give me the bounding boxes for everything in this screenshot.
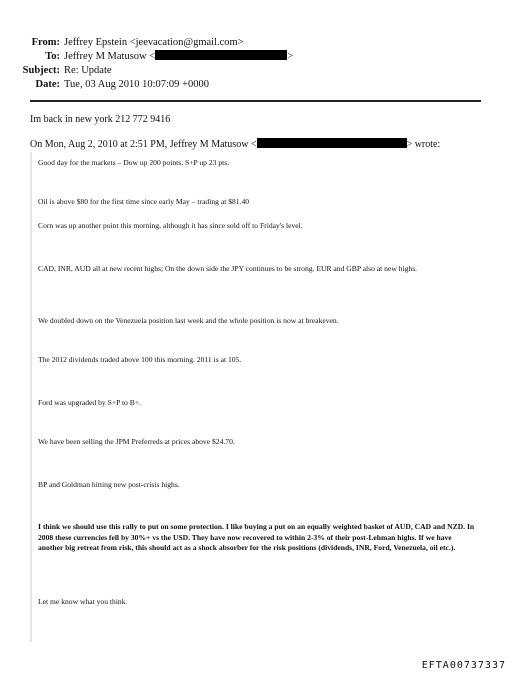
subject-value: Re: Update <box>64 65 112 76</box>
reply-text: Im back in new york 212 772 9416 <box>30 114 171 125</box>
quoted-paragraph: Oil is above $80 for the first time since early May – trading at $81.40 <box>38 197 250 206</box>
to-row <box>0 50 293 65</box>
date-row <box>0 78 209 93</box>
to-value-prefix: Jeffrey M Matusow < <box>64 51 156 62</box>
quoted-paragraph: Ford was upgraded by S+P to B+. <box>38 398 141 407</box>
date-value: Tue, 03 Aug 2010 10:07:09 +0000 <box>64 79 209 90</box>
subject-row <box>0 64 112 79</box>
quoted-paragraph: CAD, INR, AUD all at new recent highs; On the down side the JPY continues to be strong. EUR and GBP also at new highs. <box>38 264 418 273</box>
redaction-bar <box>257 138 407 148</box>
from-value: Jeffrey Epstein <jeevacation@gmail.com> <box>64 37 244 48</box>
quote-intro-suffix: > wrote: <box>406 139 441 150</box>
quoted-paragraph-bold: I think we should use this rally to put on some protection. I like buying a put on an equally weighted basket of AUD, CAD and NZD. In 2008 these currencies fell by 30%+ vs the USD. They have now recovered to within 2-3% of their post-Lehman highs. If we have another big retreat from risk, this should act as a shock absorber for the risk positions (dividends, INR, Ford, Venezuela, oil etc.). <box>38 522 475 553</box>
bates-number: EFTA00737337 <box>421 660 506 671</box>
quoted-paragraph: We have been selling the JPM Preferreds at prices above $24.70. <box>38 437 235 446</box>
header-divider <box>30 100 481 102</box>
quote-intro-prefix: On Mon, Aug 2, 2010 at 2:51 PM, Jeffrey M Matusow < <box>30 139 257 150</box>
quoted-paragraph: BP and Goldman hitting new post-crisis highs. <box>38 480 180 489</box>
redaction-bar <box>155 50 287 60</box>
quote-intro <box>30 138 440 150</box>
subject-label: Subject: <box>22 65 60 76</box>
date-label: Date: <box>35 79 60 90</box>
to-value-suffix: > <box>287 51 294 62</box>
from-row <box>0 36 244 51</box>
quoted-paragraph: We doubled down on the Venezuela position last week and the whole position is now at breakeven. <box>38 316 339 325</box>
quoted-paragraph: The 2012 dividends traded above 100 this morning. 2011 is at 105. <box>38 355 242 364</box>
quote-bar <box>30 152 32 642</box>
to-label: To: <box>45 51 60 62</box>
quoted-paragraph: Corn was up another point this morning, although it has since sold off to Friday's level. <box>38 221 303 230</box>
from-label: From: <box>31 37 60 48</box>
quoted-paragraph: Good day for the markets – Dow up 200 points, S+P up 23 pts. <box>38 158 230 167</box>
quoted-paragraph: Let me know what you think. <box>38 597 128 606</box>
